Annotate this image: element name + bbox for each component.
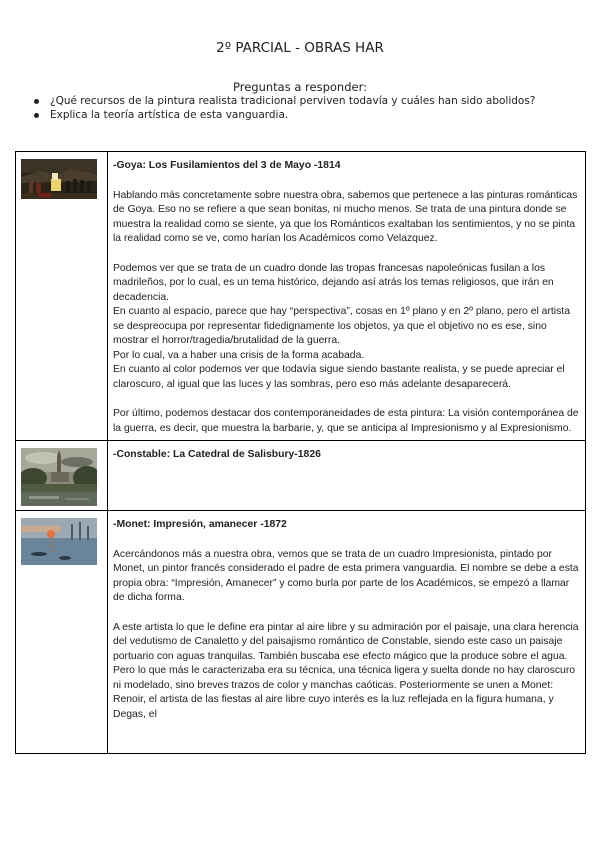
- work-title: -Constable: La Catedral de Salisbury-1826: [113, 449, 321, 460]
- work-content: [108, 511, 586, 754]
- work-content: [108, 152, 586, 441]
- question-item: ¿Qué recursos de la pintura realista tradicional perviven todavía y cuáles han sido abolidos?: [30, 95, 550, 108]
- thumbnail-cell: [16, 511, 108, 754]
- work-paragraph: A este artista lo que le define era pintar al aire libre y su admiración por el paisaje, una clara herencia del vedutismo de Canaletto y del paisajismo romántico de Constable, siendo este caso un paisaje portuario con aguas tranquilas. También buscaba ese efecto mágico que la produce sobre el agua. Pero lo que más le caracterizaba era su técnica, una técnica ligera y suelta donde no hay claroscuro ni modelado, sino breves trazos de color y manchas caóticas. Posteriormente se unen a Monet: Renoir, el artista de las fiestas al aire libre cuyo interés es la luz reflejada en la figura humana, y Degas, el: [113, 621, 579, 720]
- goya-painting-thumbnail: [21, 159, 97, 199]
- works-table: [15, 151, 586, 754]
- monet-painting-thumbnail: [21, 518, 97, 565]
- work-title: -Goya: Los Fusilamientos del 3 de Mayo -1814: [113, 160, 341, 171]
- work-title: -Monet: Impresión, amanecer -1872: [113, 519, 287, 530]
- thumbnail-cell: [16, 152, 108, 441]
- question-item: Explica la teoría artística de esta vanguardia.: [30, 109, 550, 122]
- work-row-constable: [16, 441, 586, 511]
- questions-list: [30, 95, 550, 123]
- work-content: [108, 441, 586, 511]
- work-row-monet: [16, 511, 586, 754]
- work-paragraph: Acercándonos más a nuestra obra, vemos que se trata de un cuadro Impresionista, pintado por Monet, un pintor francés considerado el padre de esta primera vanguardia. El nombre se debe a esta propia obra: “Impresión, Amanecer” y como burla por parte de los Académicos, se empezó a llamar de dicha forma.: [113, 548, 579, 603]
- work-row-goya: [16, 152, 586, 441]
- document-title: 2º PARCIAL - OBRAS HAR: [216, 40, 384, 56]
- thumbnail-cell: [16, 441, 108, 511]
- constable-painting-thumbnail: [21, 448, 97, 506]
- work-paragraph: Hablando más concretamente sobre nuestra obra, sabemos que pertenece a las pinturas románticas de Goya. Eso no se refiere a que sean bonitas, ni mucho menos. Se trata de una pintura donde se muestra la realidad como se siente, ya que los Románticos exaltaban los sentimientos, y no se pinta la realidad como se ve, como harían los Académicos como Velazquez.: [113, 189, 578, 244]
- work-paragraph: Por último, podemos destacar dos contemporaneidades de esta pintura: La visión contemporánea de la guerra, es decir, que muestra la barbarie, y, que se anticipa al Impresionismo y al Expresionismo.: [113, 408, 579, 434]
- questions-heading: Preguntas a responder:: [232, 80, 367, 94]
- work-paragraph: Podemos ver que se trata de un cuadro donde las tropas francesas napoleónicas fusilan a los madrileños, por lo cual, es un tema histórico, dejando así atrás los temas religiosos, que irán en decadencia. En cuanto al espacio, parece que hay “perspectiva”, cosas en 1º plano y en 2º plano, pero el artista se despreocupa por representar fidedignamente los objetos, ya que el objetivo no es ese, sino mostrar el horror/tragedia/brutalidad de la guerra. Por lo cual, va a haber una crisis de la forma acabada. En cuanto al color podemos ver que todavía sigue siendo bastante realista, y se puede apreciar el claroscuro, al igual que las luces y las sombras, pero eso más adelante desaparecerá.: [113, 262, 570, 390]
